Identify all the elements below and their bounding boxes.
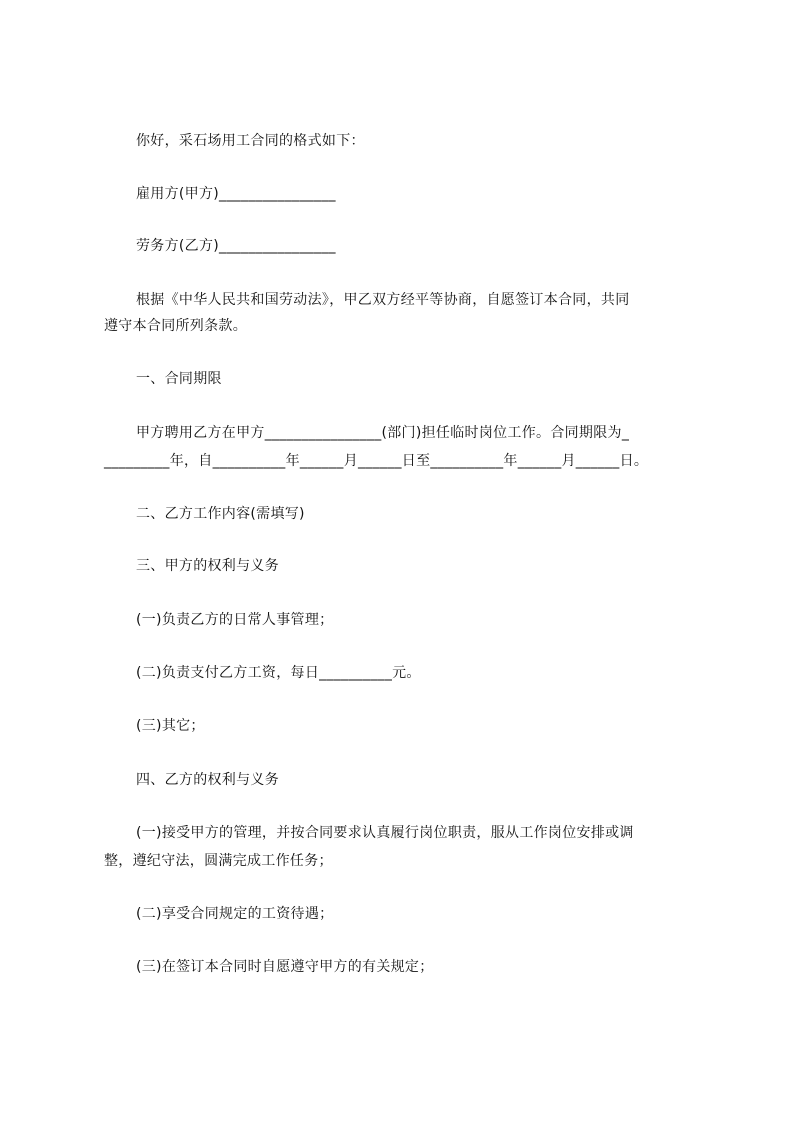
preamble-line-1: 根据《中华人民共和国劳动法》，甲乙双方经平等协商，自愿签订本合同，共同 — [136, 292, 630, 308]
section-3-item-2: (二)负责支付乙方工资，每日__________元。 — [136, 665, 421, 681]
preamble-line-2: 遵守本合同所列条款。 — [104, 318, 247, 334]
employer-line: 雇用方(甲方)________________ — [136, 186, 336, 202]
section-2-title: 二、乙方工作内容(需填写) — [136, 506, 305, 522]
section-1-title: 一、合同期限 — [136, 371, 222, 387]
intro-text: 你好，采石场用工合同的格式如下： — [136, 133, 365, 149]
laborer-line: 劳务方(乙方)________________ — [136, 238, 336, 254]
section-3-title: 三、甲方的权利与义务 — [136, 558, 279, 574]
section-4-item-1-line-2: 整，遵纪守法，圆满完成工作任务； — [104, 853, 333, 869]
section-3-item-3: (三)其它； — [136, 718, 205, 734]
section-1-line-2: _________年，自__________年______月______日至__________年______月______日。 — [104, 453, 649, 469]
section-4-item-3: (三)在签订本合同时自愿遵守甲方的有关规定； — [136, 959, 434, 975]
section-4-title: 四、乙方的权利与义务 — [136, 772, 279, 788]
section-1-line-1: 甲方聘用乙方在甲方________________(部门)担任临时岗位工作。合同期限为_ — [136, 425, 630, 441]
section-3-item-1: (一)负责乙方的日常人事管理； — [136, 612, 334, 628]
section-4-item-2: (二)享受合同规定的工资待遇； — [136, 906, 334, 922]
section-4-item-1-line-1: (一)接受甲方的管理，并按合同要求认真履行岗位职责，服从工作岗位安排或调 — [136, 825, 634, 841]
